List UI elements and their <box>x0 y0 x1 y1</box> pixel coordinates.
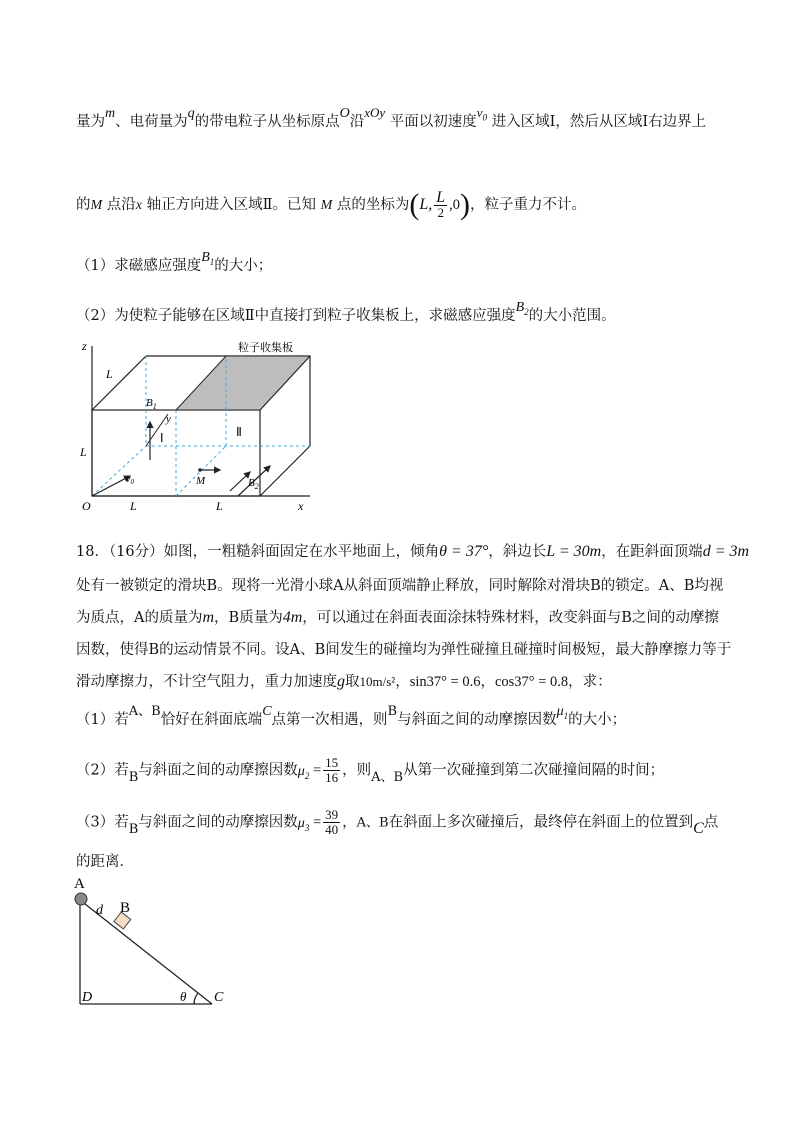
q18-line-2: 处有一被锁定的滑块B。现将一光滑小球A从斜面顶端静止释放，同时解除对滑块B的锁定。A、B均视 <box>76 578 724 594</box>
theta-arc <box>194 993 198 1004</box>
coord-fraction: $\frac{L}{2}$ <box>436 188 446 220</box>
q18-sub-2: （2）若B与斜面之间的动摩擦因数$\mu_2$ = $\frac{15}{16}$ ，则A、B从第一次碰撞到第二次碰撞间隔的时间； <box>76 755 665 785</box>
svg-text:y: y <box>166 413 171 425</box>
q18-sub-3: （3）若B与斜面之间的动摩擦因数$\mu_3$ = $\frac{39}{40}$ ，A、B在斜面上多次碰撞后，最终停在斜面上的位置到C点 <box>76 807 719 837</box>
q18-sub-1: （1）若A、B恰好在斜面底端C点第一次相遇，则B与斜面之间的动摩擦因数$\mu_1$的大小； <box>76 704 627 728</box>
svg-text:O: O <box>82 499 91 513</box>
svg-text:C: C <box>214 990 224 1005</box>
svg-text:L: L <box>106 367 113 381</box>
svg-text:B: B <box>120 900 131 916</box>
collector-plate <box>176 356 310 410</box>
fig-collector-label: 粒子收集板 <box>238 341 293 354</box>
svg-text:M: M <box>196 475 206 487</box>
q18-line-3: 为质点，A的质量为m，B质量为4m，可以通过在斜面表面涂抹特殊材料，改变斜面与B之间的动摩擦 <box>76 609 719 626</box>
q17-sub-1: （1）求磁感应强度$B_1$的大小； <box>76 250 273 274</box>
q17-figure <box>70 336 320 516</box>
q18-line-5: 滑动摩擦力，不计空气阻力，重力加速度g取10m/s²，sin37° = 0.6，cos37° = 0.8，求： <box>76 673 612 690</box>
q17-line-2: 的M 点沿x 轴正方向进入区域Ⅱ。已知 M 点的坐标为(L, $\frac{L}{2}$ ,0)，粒子重力不计。 <box>76 188 587 221</box>
svg-text:v0: $v_0$ <box>126 474 134 486</box>
ball-a <box>75 893 87 905</box>
q18-sub-3-cont: 的距离． <box>76 854 134 870</box>
q17-sub-2: （2）为使粒子能够在区域Ⅱ中直接打到粒子收集板上，求磁感应强度$B_2$的大小范围。 <box>76 300 616 324</box>
svg-text:Ⅱ: Ⅱ <box>236 425 242 439</box>
svg-text:Ⅰ: Ⅰ <box>160 431 164 445</box>
svg-text:B2: $B_2$ <box>248 477 259 491</box>
mu3-fraction: $\frac{39}{40}$ <box>325 807 339 837</box>
svg-text:L: L <box>130 499 137 513</box>
svg-text:A: A <box>74 876 85 892</box>
q18-figure <box>66 874 236 1014</box>
q18-line-4: 因数，使得B的运动情景不同。设A、B间发生的碰撞均为弹性碰撞且碰撞时间极短，最大静摩擦力等于 <box>76 642 732 658</box>
m-point <box>198 468 202 472</box>
svg-text:L: L <box>216 499 223 513</box>
svg-text:z: z <box>82 339 87 353</box>
svg-text:θ: θ <box>180 989 187 1004</box>
svg-text:d: d <box>96 903 103 918</box>
svg-text:B1: $B_1$ <box>146 397 157 411</box>
svg-text:x: x <box>298 499 304 513</box>
mu2-fraction: $\frac{15}{16}$ <box>325 755 339 785</box>
svg-text:L: L <box>80 445 87 459</box>
svg-text:D: D <box>82 990 93 1005</box>
q17-line-1: 量为m、电荷量为q的带电粒子从坐标原点O沿xOy 平面以初速度$v_0$ 进入区域Ⅰ，然后从区域Ⅰ右边界上 <box>76 105 707 130</box>
q18-line-1: 18．（16分）如图，一粗糙斜面固定在水平地面上，倾角θ = 37°，斜边长L = 30m，在距斜面顶端d = 3m <box>76 543 750 560</box>
